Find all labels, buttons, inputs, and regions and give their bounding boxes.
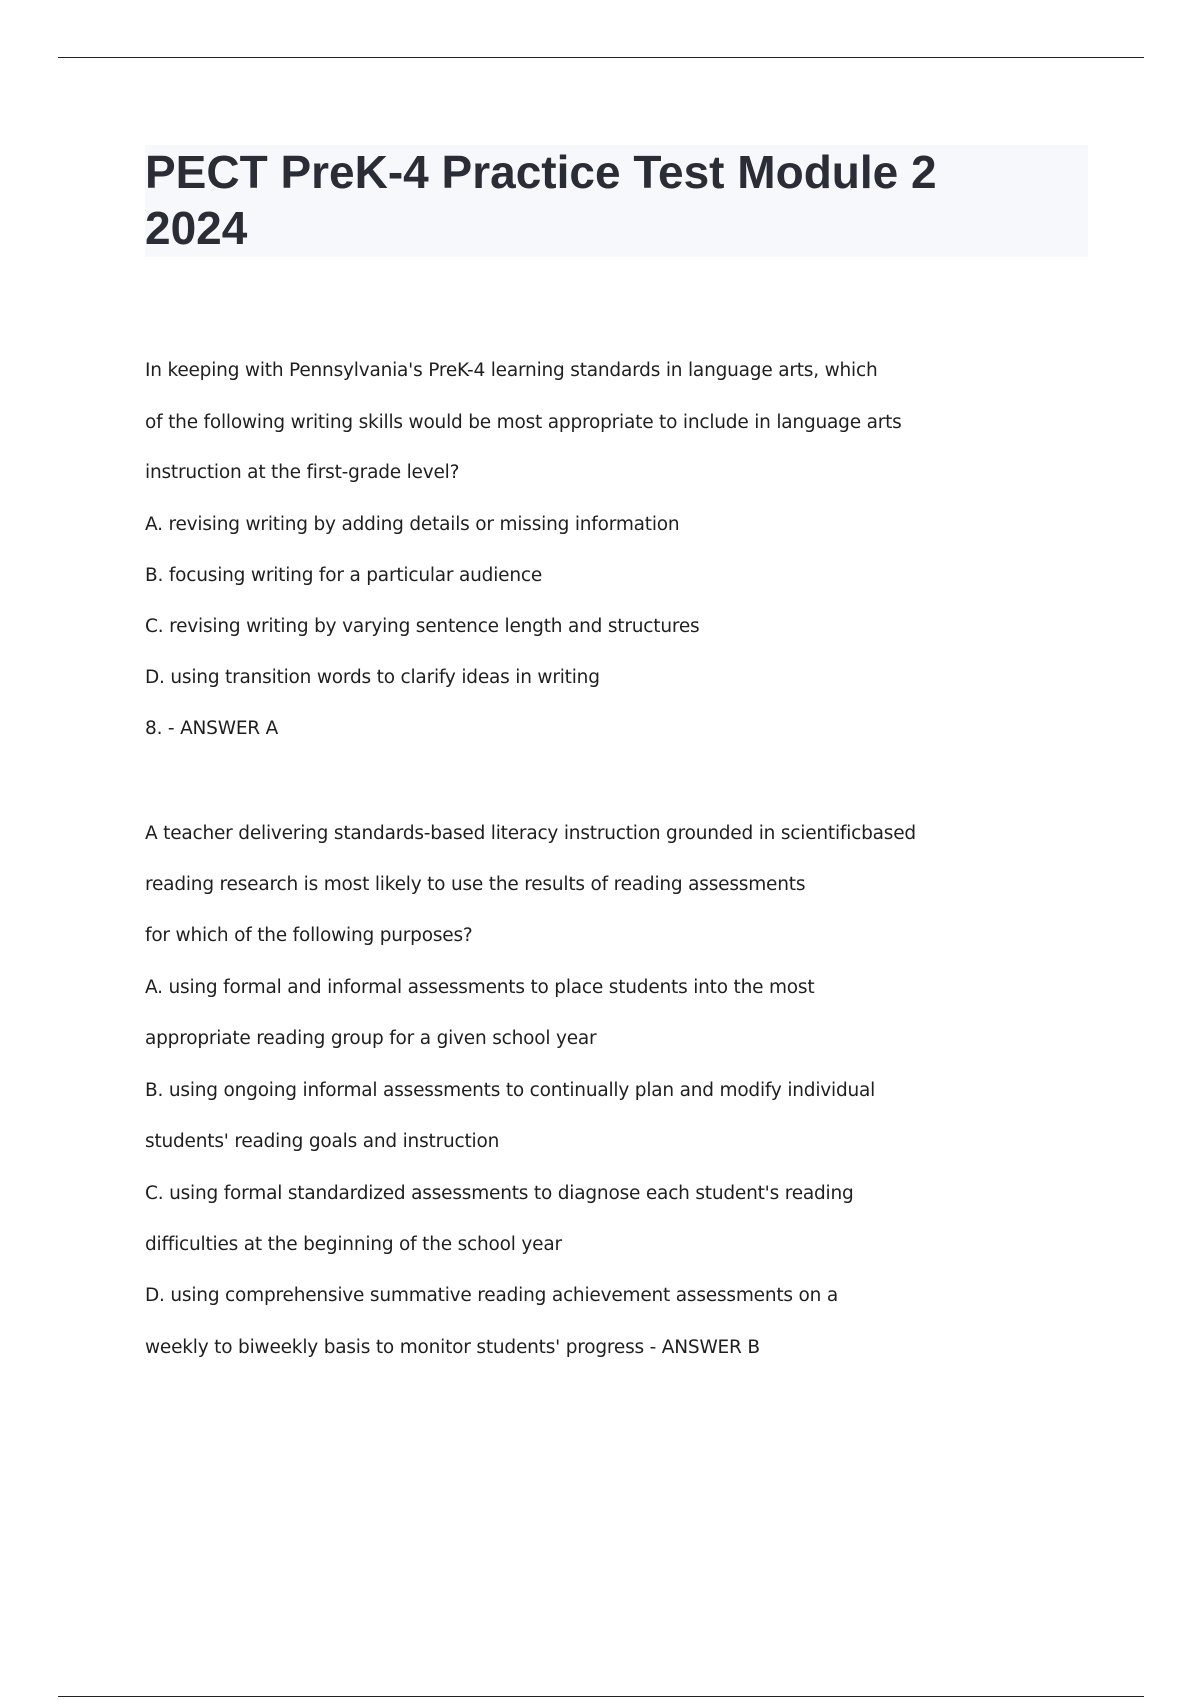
question-1-option-d: D. using transition words to clarify ideas in writing <box>145 667 600 688</box>
header-rule <box>58 57 1144 58</box>
question-2-stem-line-3: for which of the following purposes? <box>145 925 473 946</box>
question-1-stem-line-2: of the following writing skills would be most appropriate to include in language arts <box>145 412 902 433</box>
question-2-option-d-line-1: D. using comprehensive summative reading achievement assessments on a <box>145 1285 838 1306</box>
question-1-stem-line-3: instruction at the first-grade level? <box>145 462 460 483</box>
question-1-answer: 8. - ANSWER A <box>145 718 279 739</box>
question-2-option-b-line-2: students' reading goals and instruction <box>145 1131 500 1152</box>
title-line-1: PECT PreK-4 Practice Test Module 2 <box>145 146 937 198</box>
question-2-option-a-line-2: appropriate reading group for a given school year <box>145 1028 597 1049</box>
question-1-option-c: C. revising writing by varying sentence length and structures <box>145 616 700 637</box>
question-2-option-d-line-2: weekly to biweekly basis to monitor students' progress - ANSWER B <box>145 1337 760 1358</box>
question-2-option-b-line-1: B. using ongoing informal assessments to continually plan and modify individual <box>145 1080 876 1101</box>
title-line-2: 2024 <box>145 202 248 254</box>
footer-rule <box>58 1696 1144 1697</box>
document-title <box>145 144 1088 256</box>
question-1-stem-line-1: In keeping with Pennsylvania's PreK-4 learning standards in language arts, which <box>145 360 878 381</box>
question-1-option-b: B. focusing writing for a particular audience <box>145 565 543 586</box>
question-2-option-c-line-2: difficulties at the beginning of the school year <box>145 1234 562 1255</box>
question-2-option-c-line-1: C. using formal standardized assessments to diagnose each student's reading <box>145 1183 854 1204</box>
question-2-stem-line-1: A teacher delivering standards-based literacy instruction grounded in scientificbased <box>145 823 916 844</box>
question-2-option-a-line-1: A. using formal and informal assessments to place students into the most <box>145 977 815 998</box>
question-2-stem-line-2: reading research is most likely to use the results of reading assessments <box>145 874 806 895</box>
question-1-option-a: A. revising writing by adding details or missing information <box>145 514 680 535</box>
